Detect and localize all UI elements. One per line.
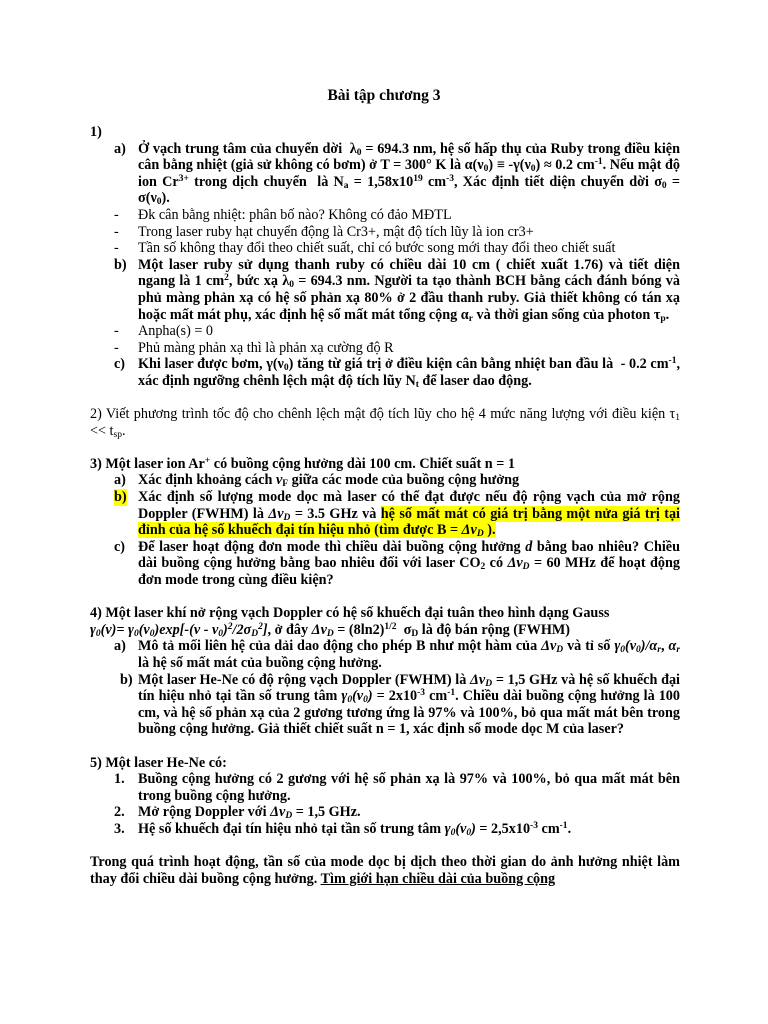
q4-part-b: b) Một laser He-Ne có độ rộng vạch Doppler (FWHM) là $\Delta\nu_D = 1,5$ GHz và hệ số khuếch đại tín hiệu nhỏ tại tần số trung tâm $\gamma_0(\nu_0) = 2x10^{-3}$ $cm^{-1}$. Chiều dài buồng cộng hưởng là 100 cm, và hệ số phản xạ của 2 gương tương ứng là 97% và 100%, bỏ qua mất mát bên trong buồng cộng hưởng. Giả thiết chiết suất n = 1, xác định số mode dọc M của laser? [120, 671, 680, 738]
note-item: - Phủ màng phản xạ thì là phản xạ cường độ R [114, 339, 394, 356]
q3-part-a: a) Xác định khoảng cách $\nu_F$ giữa các mode của buồng cộng hưởng [114, 472, 520, 490]
list-marker: b) [114, 256, 127, 273]
question-1 [90, 124, 680, 887]
question-4-heading: 4) Một laser khí nở rộng vạch Doppler có hệ số khuếch đại tuân theo hình dạng Gauss $\gamma_0(\nu)= \gamma_0(\nu_0)\exp[-(\nu - \nu_0)^2/2\sigma_D^2]$, ở đây $\Delta\nu_D = (8\ln 2)^{1/2}$ $\sigma_D$ là độ bán rộng (FWHM) [90, 605, 680, 638]
q3-part-c: c) Để laser hoạt động đơn mode thì chiều dài buồng cộng hưởng d bằng bao nhiêu? Chiều dài buồng cộng hưởng bằng bao nhiêu đối với laser $CO_2$ có $\Delta\nu_D = 60$ MHz để hoạt động đơn mode trong cùng điều kiện? [114, 538, 680, 589]
q1-part-a [90, 141, 680, 207]
q1-part-b [90, 257, 680, 323]
gauss-formula: $\gamma_0(\nu)= \gamma_0(\nu_0)\exp[-(\nu - \nu_0)^2/2\sigma_D^2]$, ở đây $\Delta\nu_D = (8\ln 2)^{1/2}$ $\sigma_D$ là độ bán rộng (FWHM) [90, 621, 570, 639]
q5-item-3: 3. Hệ số khuếch đại tín hiệu nhỏ tại tần số trung tâm $\gamma_0(\nu_0) = 2,5x10^{-3}$ $cm^{-1}$. [114, 820, 572, 838]
note-item: - Tần số không thay đổi theo chiết suất, chỉ có bước song mới thay đổi theo chiết suất [114, 240, 616, 257]
question-2: 2) Viết phương trình tốc độ cho chênh lệch mật độ tích lũy cho hệ 4 mức năng lượng với điều kiện $\tau_1 << t_{sp}$. [90, 406, 680, 440]
q1-part-c [90, 356, 680, 389]
question-number: 1) [90, 124, 102, 140]
q4-part-a: a) Mô tả mối liên hệ của dải dao động cho phép B như một hàm của $\Delta\nu_D$ và tỉ số $\gamma_0(\nu_0)/\alpha_r$, $\alpha_r$ là hệ số mất mát của buồng cộng hưởng. [114, 638, 681, 671]
q1-part-c-text: Khi laser được bơm, $\gamma(\nu_0)$ tăng từ giá trị ở điều kiện cân bằng nhiệt ban đầu là - 0.2 $cm^{-1}$, xác định ngưỡng chênh lệch mật độ tích lũy $N_t$ để laser dao động. [138, 356, 680, 390]
page-title: Bài tập chương 3 [327, 87, 441, 104]
note-item: - Anpha(s) = 0 [114, 323, 213, 340]
q3-part-b: b) Xác định số lượng mode dọc mà laser có thể đạt được nếu độ rộng vạch của mở rộng Doppler (FWHM) là $\Delta\nu_D = 3.5$ GHz và hệ số mất mát có giá trị bằng một nửa giá trị tại đỉnh của hệ số khuếch đại tín hiệu nhỏ (tìm được $B = \Delta\nu_D$ ). [114, 489, 680, 540]
note-item: - Trong laser ruby hạt chuyển động là Cr3+, mật độ tích lũy là ion cr3+ [114, 223, 534, 240]
question-5-heading: 5) Một laser He-Ne có: [90, 754, 227, 771]
note-item: - Đk cân bằng nhiệt: phân bố nào? Không có đảo MĐTL [114, 206, 452, 223]
q1-part-b-text: Một laser ruby sử dụng thanh ruby có chiều dài 10 cm ( chiết xuất 1.76) và tiết diện ngang là 1 $cm^2$, bức xạ $\lambda_0 = 694.3$ nm. Người ta tạo thành BCH bằng cách đánh bóng và phủ màng phản xạ có hệ số phản xạ 80% ở 2 đầu thanh ruby. Giả thiết không có tán xạ hoặc mất mát phụ, xác định hệ số mất mát tổng cộng $\alpha_r$ và thời gian sống của photon $\tau_p$. [138, 256, 680, 324]
list-marker: a) [114, 140, 126, 157]
q1-part-a-text: Ở vạch trung tâm của chuyển dời $\lambda_0 = 694.3$ nm, hệ số hấp thụ của Ruby trong điều kiện cân bằng nhiệt (giả sử không có bơm) ở T = 300° K là $\alpha(\nu_0) \equiv -\gamma(\nu_0) \approx 0.2$ $cm^{-1}$. Nếu mật độ ion $Cr^{3+}$ trong dịch chuyển là $N_a = 1,58x10^{19}$ $cm^{-3}$, Xác định tiết diện chuyển dời $\sigma_0 = \sigma(\nu_0)$. [138, 140, 680, 208]
closing-paragraph: Trong quá trình hoạt động, tần số của mode dọc bị dịch theo thời gian do ảnh hưởng nhiệt làm thay đổi chiều dài buồng cộng hưởng. Tìm giới hạn chiều dài của buồng cộng [90, 854, 680, 887]
list-marker: c) [114, 356, 126, 373]
question-3-heading: 3) Một laser ion Ar+ có buồng cộng hưởng dài 100 cm. Chiết suất n = 1 [90, 455, 515, 472]
q5-item-1: 1. Buồng cộng hưởng có 2 gương với hệ số phản xạ là 97% và 100%, bỏ qua mất mát bên trong buồng cộng hưởng. [114, 771, 680, 804]
q5-item-2: 2. Mở rộng Doppler với $\Delta\nu_D = 1,5$ GHz. [114, 804, 361, 822]
